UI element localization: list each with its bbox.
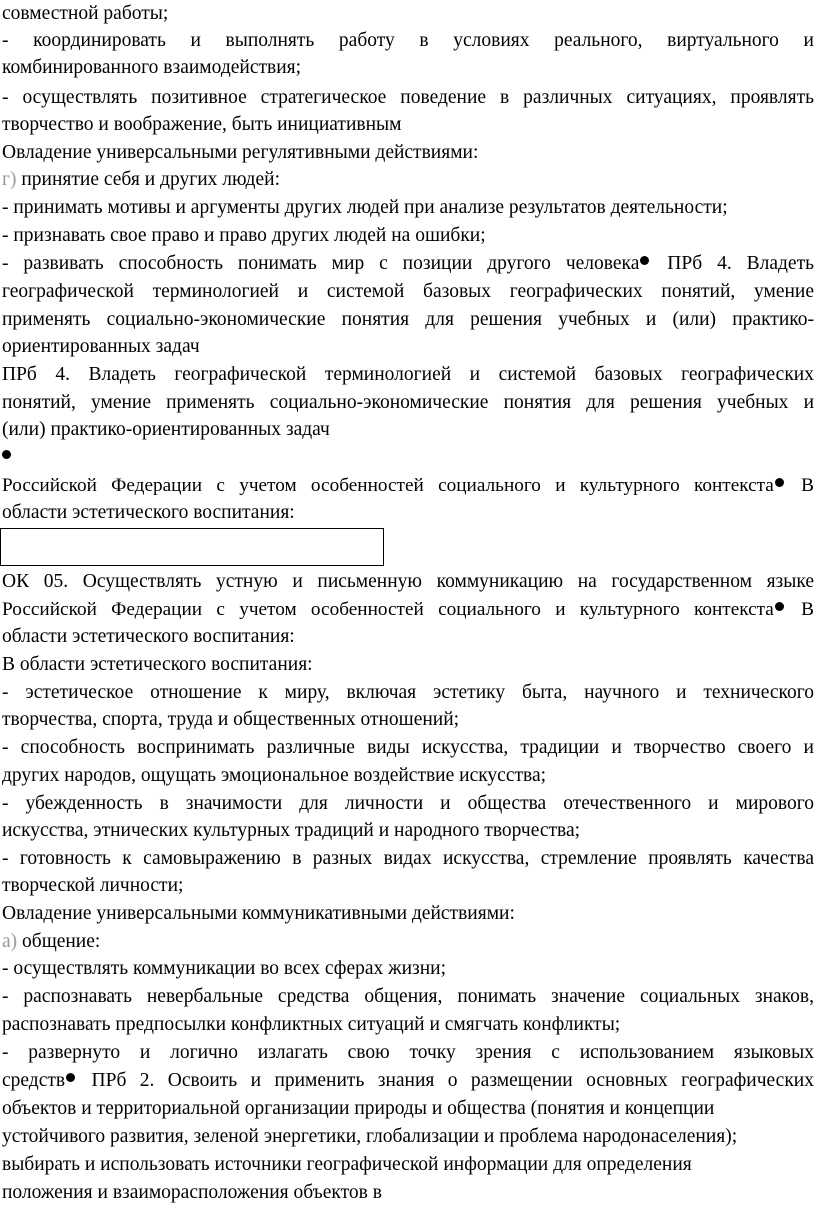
text-line: комбинированного взаимодействия; — [2, 57, 302, 78]
list-marker: а) — [2, 931, 18, 952]
text-line: - признавать свое право и право других людей на ошибки; — [2, 225, 486, 246]
list-item — [2, 928, 814, 955]
text-line: - готовность к самовыражению в разных видах искусства, стремление проявлять качества — [2, 848, 814, 869]
bullet-dot-icon — [2, 450, 11, 459]
bullet-dot-icon — [775, 602, 784, 611]
text-line: ПРб 4. Владеть географической терминологией и системой базовых географических — [2, 364, 814, 385]
text-segment: ПРб 4. Владеть — [652, 253, 814, 274]
text-line: - развернуто и логично излагать свою точку зрения с использованием языковых — [2, 1042, 814, 1063]
empty-table-cell — [0, 528, 384, 566]
text-line: творчества, спорта, труда и общественных отношений; — [2, 709, 460, 730]
text-line: - осуществлять позитивное стратегическое поведение в различных ситуациях, проявлять — [2, 87, 814, 108]
text-line — [2, 250, 814, 277]
text-line: - координировать и выполнять работу в условиях реального, виртуального и — [2, 30, 814, 51]
text-segment: В — [786, 475, 814, 496]
text-line: творческой личности; — [2, 875, 184, 896]
list-marker: г) — [2, 169, 17, 190]
list-item-text: общение: — [17, 931, 101, 952]
text-line: распознавать предпосылки конфликтных ситуаций и смягчать конфликты; — [2, 1014, 621, 1035]
section-heading: Овладение универсальными коммуникативными действиями: — [2, 903, 515, 924]
text-line: области эстетического воспитания: — [2, 502, 295, 523]
bullet-dot-icon — [775, 478, 784, 487]
text-line: - убежденность в значимости для личности и общества отечественного и мирового — [2, 793, 814, 814]
text-line: совместной работы; — [2, 3, 169, 24]
text-line: области эстетического воспитания: — [2, 626, 295, 647]
text-line: искусства, этнических культурных традиций и народного творчества; — [2, 820, 581, 841]
text-segment: Российской Федерации с учетом особенностей социального и культурного контекста — [2, 475, 774, 496]
text-line: других народов, ощущать эмоциональное воздействие искусства; — [2, 765, 547, 786]
text-line: географической терминологией и системой базовых географических понятий, умение — [2, 281, 814, 302]
list-item — [2, 166, 814, 193]
text-line: - принимать мотивы и аргументы других людей при анализе результатов деятельности; — [2, 197, 728, 218]
section-heading: Овладение универсальными регулятивными действиями: — [2, 142, 479, 163]
text-line: (или) практико-ориентированных задач — [2, 419, 330, 440]
text-line: - осуществлять коммуникации во всех сферах жизни; — [2, 958, 447, 979]
text-line: ориентированных задач — [2, 336, 200, 357]
text-line: ОК 05. Осуществлять устную и письменную коммуникацию на государственном языке — [2, 571, 814, 592]
text-line: устойчивого развития, зеленой энергетики, глобализации и проблема народонаселения); — [2, 1126, 738, 1147]
bullet-dot-icon — [640, 256, 649, 265]
text-line: положения и взаиморасположения объектов в — [2, 1182, 382, 1203]
text-segment: ПРб 2. Освоить и применить знания о размещении основных географических — [78, 1070, 814, 1091]
text-line: - способность воспринимать различные виды искусства, традиции и творчество своего и — [2, 737, 814, 758]
text-line: творчество и воображение, быть инициативным — [2, 114, 402, 135]
text-line: - эстетическое отношение к миру, включая эстетику быта, научного и технического — [2, 682, 814, 703]
section-heading: В области эстетического воспитания: — [2, 654, 313, 675]
text-line — [2, 444, 814, 471]
text-segment: В — [786, 599, 814, 620]
text-segment: средств — [2, 1070, 66, 1091]
text-line: объектов и территориальной организации природы и общества (понятия и концепции — [2, 1098, 715, 1119]
text-line — [2, 472, 814, 499]
text-line: применять социально-экономические понятия для решения учебных и (или) практико- — [2, 309, 814, 330]
text-line — [2, 1067, 814, 1094]
text-line: понятий, умение применять социально-экономические понятия для решения учебных и — [2, 392, 814, 413]
text-segment: Российской Федерации с учетом особенностей социального и культурного контекста — [2, 599, 774, 620]
text-line — [2, 596, 814, 623]
list-item-text: принятие себя и других людей: — [16, 169, 280, 190]
text-segment: - развивать способность понимать мир с позиции другого человека — [2, 253, 640, 274]
bullet-dot-icon — [66, 1073, 75, 1082]
text-line: - распознавать невербальные средства общения, понимать значение социальных знаков, — [2, 986, 814, 1007]
text-line: выбирать и использовать источники географической информации для определения — [2, 1154, 692, 1175]
